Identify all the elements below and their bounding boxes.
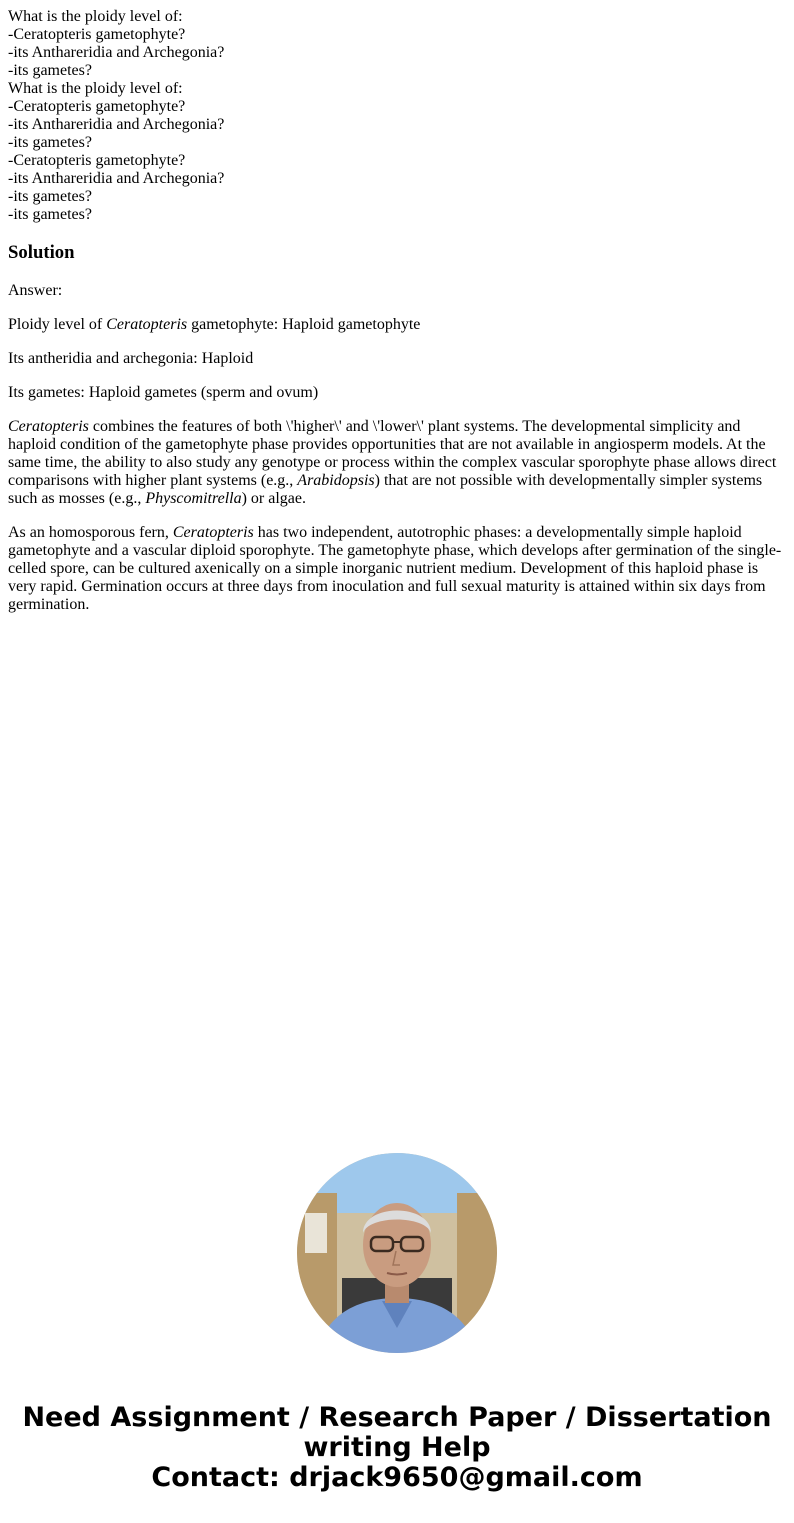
- explanation-paragraph-phases: [8, 524, 786, 614]
- wall-switchboard: [305, 1213, 327, 1253]
- text-fragment: As an homosporous fern,: [8, 524, 173, 541]
- question-block: [8, 8, 786, 224]
- italic-term: Ceratopteris: [106, 316, 188, 333]
- question-line: -its gametes?: [8, 134, 92, 151]
- question-line: -Ceratopteris gametophyte?: [8, 152, 186, 169]
- italic-term: Ceratopteris: [8, 418, 89, 435]
- promo-line: Need Assignment / Research Paper / Dissertation: [22, 1402, 772, 1433]
- promo-line: writing Help: [303, 1432, 491, 1463]
- tutor-avatar-photo: [297, 1153, 497, 1353]
- document-content: [8, 8, 786, 614]
- promo-contact-line: Contact: drjack9650@gmail.com: [151, 1462, 643, 1493]
- question-line: What is the ploidy level of:: [8, 8, 183, 25]
- answer-paragraph-gametes: Its gametes: Haploid gametes (sperm and ovum): [8, 384, 319, 401]
- text-fragment: ) that are not possible with developmentally simpler systems such as mosses (e.g.,: [8, 472, 763, 507]
- text-fragment: gametophyte: Haploid gametophyte: [187, 316, 421, 333]
- text-fragment: has two independent, autotrophic phases: a developmentally simple haploid gametophyte and a vascular diploid sporophyte. The gametophyte phase, which develops after germination of the single-celled spore, can be cultured axenically on a simple inorganic nutrient medium. Development of this haploid phase is very rapid. Germination occurs at three days from inoculation and full sexual maturity is attained within six days from germination.: [8, 524, 782, 613]
- question-line: -its Anthareridia and Archegonia?: [8, 44, 225, 61]
- question-line: -Ceratopteris gametophyte?: [8, 26, 186, 43]
- question-line: -its gametes?: [8, 188, 92, 205]
- text-fragment: ) or algae.: [241, 490, 306, 507]
- question-line: -its gametes?: [8, 62, 92, 79]
- question-line: -Ceratopteris gametophyte?: [8, 98, 186, 115]
- answer-paragraph-antheridia: Its antheridia and archegonia: Haploid: [8, 350, 254, 367]
- question-line: -its gametes?: [8, 206, 92, 223]
- italic-term: Physcomitrella: [145, 490, 242, 507]
- solution-heading: Solution: [8, 242, 75, 263]
- answer-paragraph-gametophyte: [8, 316, 786, 334]
- question-line: -its Anthareridia and Archegonia?: [8, 170, 225, 187]
- promo-banner: [0, 1403, 794, 1493]
- explanation-paragraph-systems: [8, 418, 786, 508]
- carved-panel-right: [457, 1193, 497, 1353]
- italic-term: Arabidopsis: [297, 472, 375, 489]
- question-line: What is the ploidy level of:: [8, 80, 183, 97]
- answer-label: Answer:: [8, 282, 63, 299]
- question-line: -its Anthareridia and Archegonia?: [8, 116, 225, 133]
- text-fragment: Ploidy level of: [8, 316, 107, 333]
- italic-term: Ceratopteris: [172, 524, 254, 541]
- text-fragment: combines the features of both \'higher\' and \'lower\' plant systems. The developmental simplicity and haploid condition of the gametophyte phase provides opportunities that are not available in angiosperm models. At the same time, the ability to also study any genotype or process within the complex vascular sporophyte phase allows direct comparisons with higher plant systems (e.g.,: [8, 418, 777, 489]
- portrait-illustration: [297, 1153, 497, 1353]
